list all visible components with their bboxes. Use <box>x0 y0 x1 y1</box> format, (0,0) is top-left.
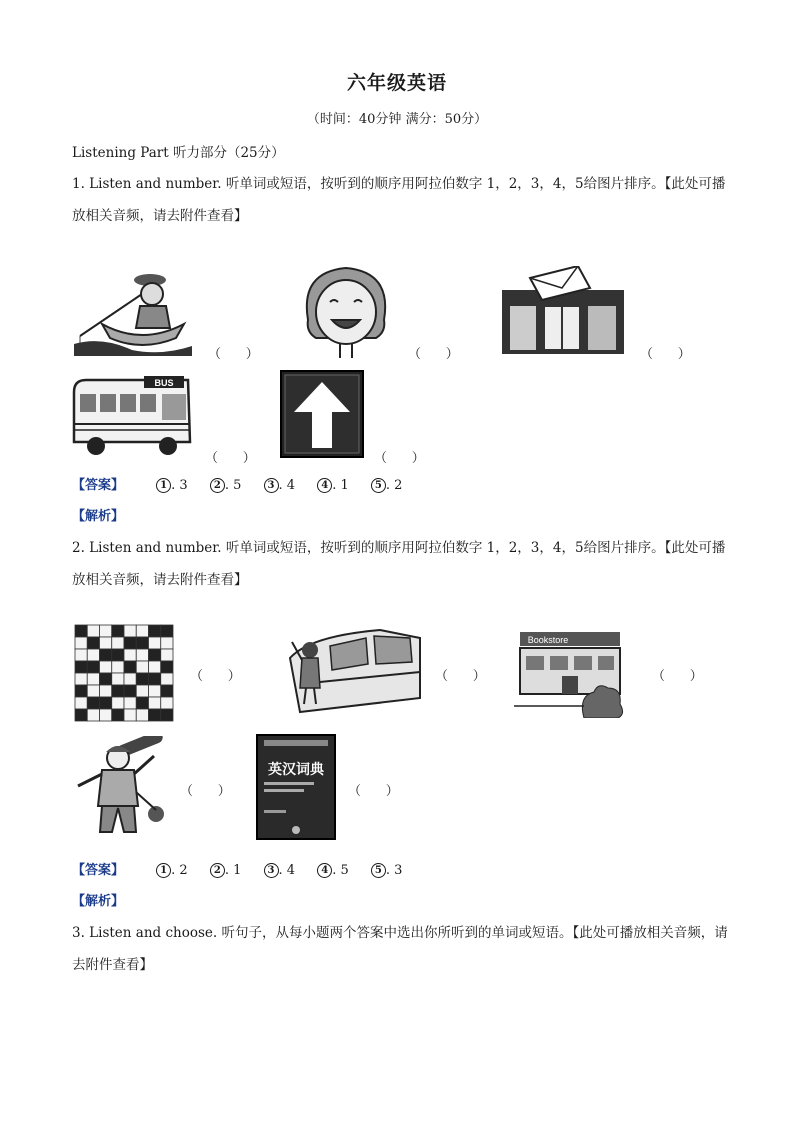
page-title: 六年级英语 <box>346 72 447 94</box>
q2-explanation-label: 【解析】 <box>72 894 125 909</box>
q1-answer-row <box>72 474 420 493</box>
q1-blank-2[interactable]: （ ） <box>408 347 459 362</box>
q1-answer-3: 3 . 4 <box>264 478 296 493</box>
bookstore-sign: Bookstore <box>527 635 569 645</box>
q1-picture-fishing <box>72 266 194 356</box>
q1-answer-4: 4 . 1 <box>317 478 349 493</box>
q2-picture-train <box>270 628 422 714</box>
q1-answer-5: 5 . 2 <box>371 478 403 493</box>
q2-answer-row <box>72 859 420 878</box>
q1-blank-3[interactable]: （ ） <box>640 347 691 362</box>
q2-answer-1: 1 . 2 <box>156 863 188 878</box>
q2-instruction-line2: 放相关音频，请去附件查看】 <box>72 572 248 588</box>
q1-picture-smiling-girl <box>296 262 396 358</box>
q3-instruction-line1: 3. Listen and choose. 听句子，从每小题两个答案中选出你所听到的单词或短语。【此处可播放相关音频，请 <box>72 925 728 941</box>
q1-answer-2: 2 . 5 <box>210 478 242 493</box>
q2-answer-label: 【答案】 <box>72 863 125 878</box>
q1-blank-4[interactable]: （ ） <box>205 451 256 466</box>
q2-instruction-line1: 2. Listen and number. 听单词或短语，按听到的顺序用阿拉伯数字 1，2，3，4，5给图片排序。【此处可播 <box>72 540 726 556</box>
bus-sign: BUS <box>154 378 174 388</box>
q2-blank-1[interactable]: （ ） <box>190 669 241 684</box>
q1-blank-5[interactable]: （ ） <box>374 451 425 466</box>
q3-instruction-line2: 去附件查看】 <box>72 957 153 973</box>
q1-explanation-label: 【解析】 <box>72 509 125 524</box>
q2-answer-5: 5 . 3 <box>371 863 403 878</box>
q2-answer-2: 2 . 1 <box>210 863 242 878</box>
q2-blank-4[interactable]: （ ） <box>180 784 231 799</box>
q2-picture-dictionary <box>256 734 336 840</box>
q1-picture-bus <box>72 372 194 458</box>
q2-blank-2[interactable]: （ ） <box>435 669 486 684</box>
q2-answer-4: 4 . 5 <box>317 863 349 878</box>
q1-instruction-line2: 放相关音频，请去附件查看】 <box>72 208 248 224</box>
q1-instruction-line1: 1. Listen and number. 听单词或短语，按听到的顺序用阿拉伯数字 1，2，3，4，5给图片排序。【此处可播 <box>72 176 726 192</box>
q2-answer-3: 3 . 4 <box>264 863 296 878</box>
q2-picture-crossword <box>74 624 174 722</box>
q2-blank-5[interactable]: （ ） <box>348 784 399 799</box>
exam-subtitle: （时间：40分钟 满分：50分） <box>306 112 488 127</box>
q1-answer-label: 【答案】 <box>72 478 125 493</box>
dictionary-title: 英汉词典 <box>268 762 324 778</box>
q1-answer-1: 1 . 3 <box>156 478 188 493</box>
section-heading: Listening Part 听力部分（25分） <box>72 145 285 161</box>
q2-blank-3[interactable]: （ ） <box>652 669 703 684</box>
q1-picture-post-office <box>500 266 626 354</box>
q1-blank-1[interactable]: （ ） <box>208 347 259 362</box>
q2-picture-worker <box>72 736 168 840</box>
q1-picture-go-straight-sign <box>280 370 364 458</box>
q2-picture-bookstore <box>514 626 626 718</box>
